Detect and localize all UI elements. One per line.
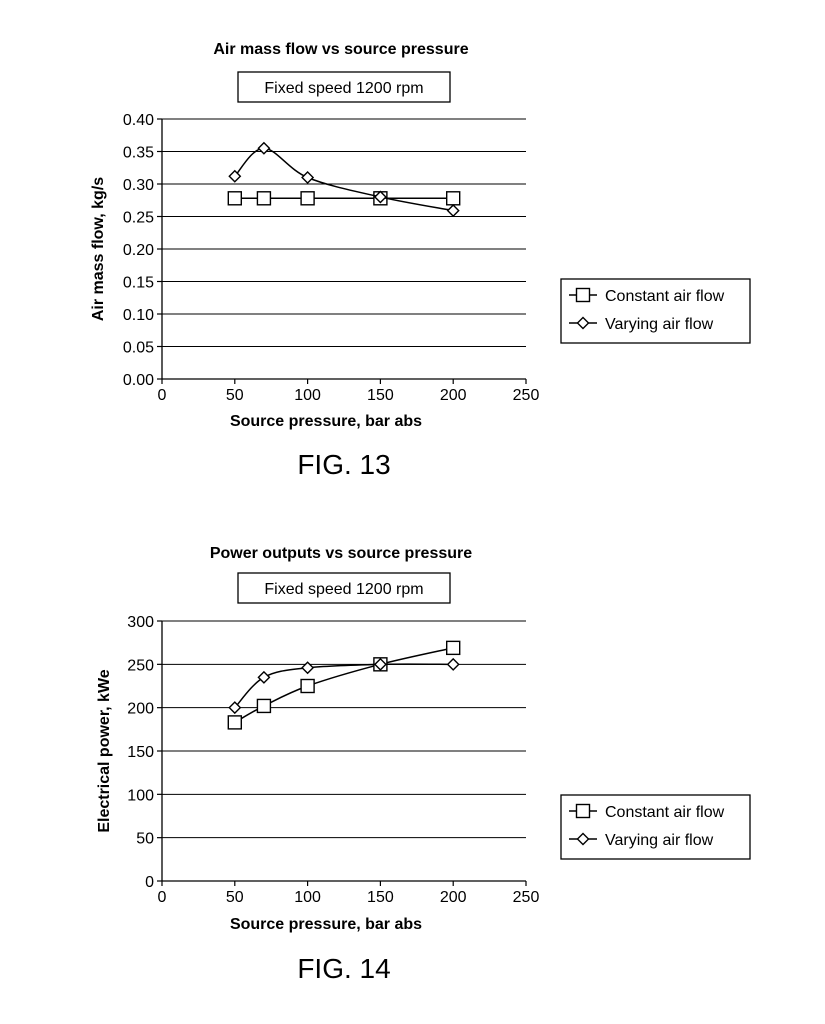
legend-label: Constant air flow [605, 804, 725, 821]
x-tick-label: 50 [225, 387, 244, 404]
data-point-square [228, 192, 241, 205]
subtitle-text: Fixed speed 1200 rpm [264, 80, 424, 97]
y-tick-label: 0.40 [122, 112, 154, 129]
x-tick-label: 250 [512, 387, 540, 404]
y-tick-label: 0.00 [122, 372, 154, 389]
legend-square-icon [577, 805, 590, 818]
data-point-square [257, 699, 270, 712]
data-point-square [228, 716, 241, 729]
data-point-square [301, 680, 314, 693]
data-point-square [447, 641, 460, 654]
chart-title: Power outputs vs source pressure [209, 545, 473, 562]
x-tick-label: 200 [439, 387, 467, 404]
y-tick-label: 0.15 [122, 274, 154, 292]
legend-label: Constant air flow [605, 288, 725, 305]
y-tick-label: 0.20 [122, 242, 154, 259]
y-tick-label: 0.30 [122, 177, 154, 194]
legend [561, 795, 750, 859]
subtitle-text: Fixed speed 1200 rpm [264, 581, 424, 598]
x-axis-label: Source pressure, bar abs [229, 916, 423, 933]
series-constant-air-flow [228, 641, 459, 729]
x-tick-label: 0 [157, 889, 167, 906]
legend-label: Varying air flow [605, 832, 714, 849]
y-tick-label: 100 [127, 787, 154, 805]
data-point-diamond [302, 172, 313, 183]
x-tick-label: 0 [157, 387, 167, 404]
y-tick-label: 0 [145, 874, 154, 891]
legend-label: Varying air flow [605, 316, 714, 333]
chart-1 [90, 41, 750, 480]
y-tick-label: 0.35 [122, 144, 154, 162]
series-constant-air-flow [228, 192, 459, 205]
chart-2 [96, 545, 750, 984]
y-tick-label: 150 [127, 744, 154, 761]
y-tick-label: 0.10 [122, 307, 154, 324]
data-point-square [301, 192, 314, 205]
legend-square-icon [577, 289, 590, 302]
x-tick-label: 150 [367, 889, 394, 906]
legend [561, 279, 750, 343]
figure-label: FIG. 13 [297, 449, 391, 480]
y-tick-label: 300 [127, 614, 154, 631]
x-tick-label: 200 [439, 889, 467, 906]
y-axis-label: Electrical power, kWe [96, 669, 113, 833]
y-axis-label: Air mass flow, kg/s [90, 176, 107, 322]
figure-label: FIG. 14 [297, 953, 391, 984]
data-point-diamond [448, 659, 459, 670]
y-tick-label: 250 [127, 657, 154, 675]
data-point-diamond [258, 143, 269, 154]
y-tick-label: 0.05 [122, 339, 154, 357]
data-point-diamond [258, 672, 269, 683]
x-tick-label: 150 [367, 387, 394, 404]
y-tick-label: 200 [127, 700, 154, 718]
x-tick-label: 50 [225, 889, 244, 906]
x-tick-label: 100 [294, 387, 321, 404]
y-tick-label: 0.25 [122, 209, 154, 227]
x-tick-label: 100 [294, 889, 321, 906]
data-point-diamond [448, 205, 459, 216]
data-point-square [447, 192, 460, 205]
y-tick-label: 50 [136, 830, 154, 848]
x-tick-label: 250 [512, 889, 540, 906]
data-point-square [257, 192, 270, 205]
x-axis-label: Source pressure, bar abs [229, 413, 423, 430]
chart-title: Air mass flow vs source pressure [213, 41, 469, 58]
